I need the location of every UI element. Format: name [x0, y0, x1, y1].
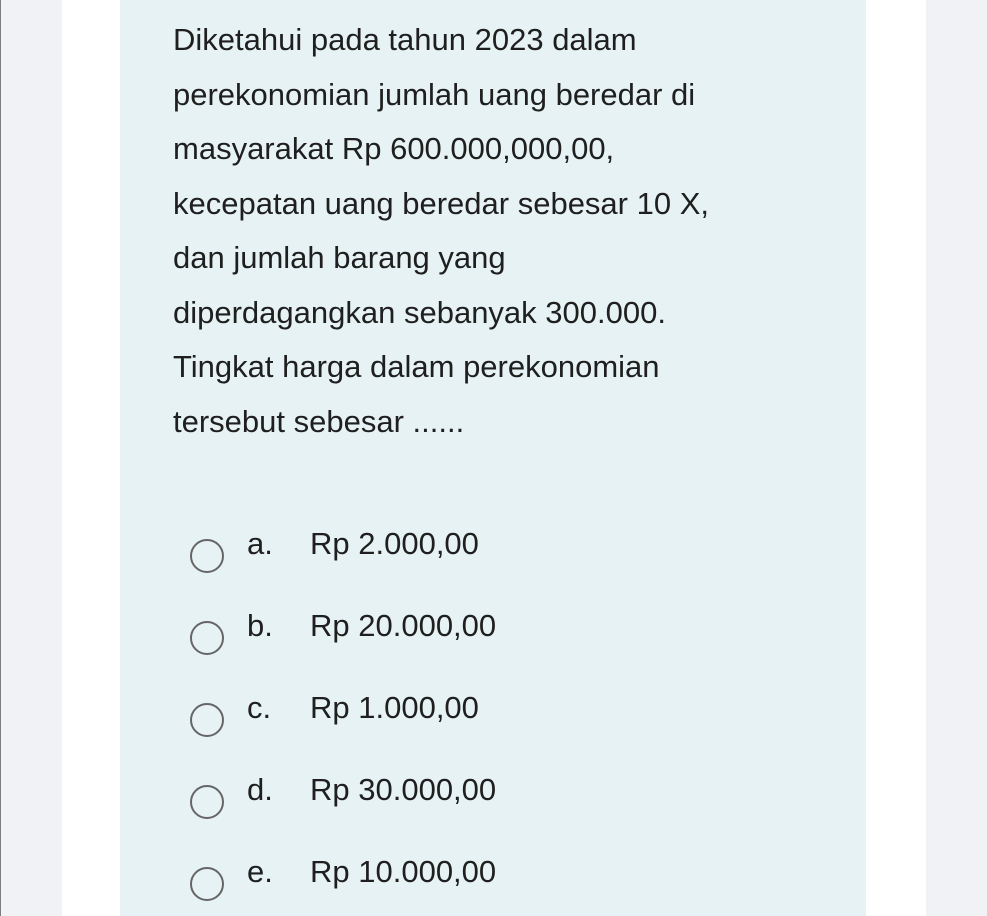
- option-e[interactable]: [190, 831, 496, 913]
- radio-button[interactable]: [190, 621, 224, 655]
- answer-options: [190, 503, 496, 913]
- option-text: Rp 10.000,00: [310, 854, 497, 889]
- radio-button[interactable]: [190, 867, 224, 901]
- option-letter: d.: [247, 772, 273, 807]
- option-text: Rp 1.000,00: [310, 690, 479, 725]
- question-card: [120, 0, 866, 916]
- option-a[interactable]: [190, 503, 496, 585]
- left-edge-divider: [0, 0, 1, 916]
- option-letter: b.: [247, 608, 273, 643]
- option-letter: a.: [247, 526, 273, 561]
- option-b[interactable]: [190, 585, 496, 667]
- option-text: Rp 2.000,00: [310, 526, 479, 561]
- radio-button[interactable]: [190, 703, 224, 737]
- radio-button[interactable]: [190, 785, 224, 819]
- right-margin-column: [866, 0, 926, 916]
- option-c[interactable]: [190, 667, 496, 749]
- option-letter: e.: [247, 854, 273, 889]
- option-text: Rp 20.000,00: [310, 608, 497, 643]
- option-d[interactable]: [190, 749, 496, 831]
- question-text: Diketahui pada tahun 2023 dalam perekonomian jumlah uang beredar di masyarakat Rp 600.000,000,00, kecepatan uang beredar sebesar 10 X, dan jumlah barang yang diperdagangkan sebanyak 300.000. Tingkat harga dalam perekonomian tersebut sebesar ......: [173, 22, 709, 439]
- option-text: Rp 30.000,00: [310, 772, 497, 807]
- option-letter: c.: [247, 690, 272, 725]
- radio-button[interactable]: [190, 539, 224, 573]
- left-margin-column: [62, 0, 120, 916]
